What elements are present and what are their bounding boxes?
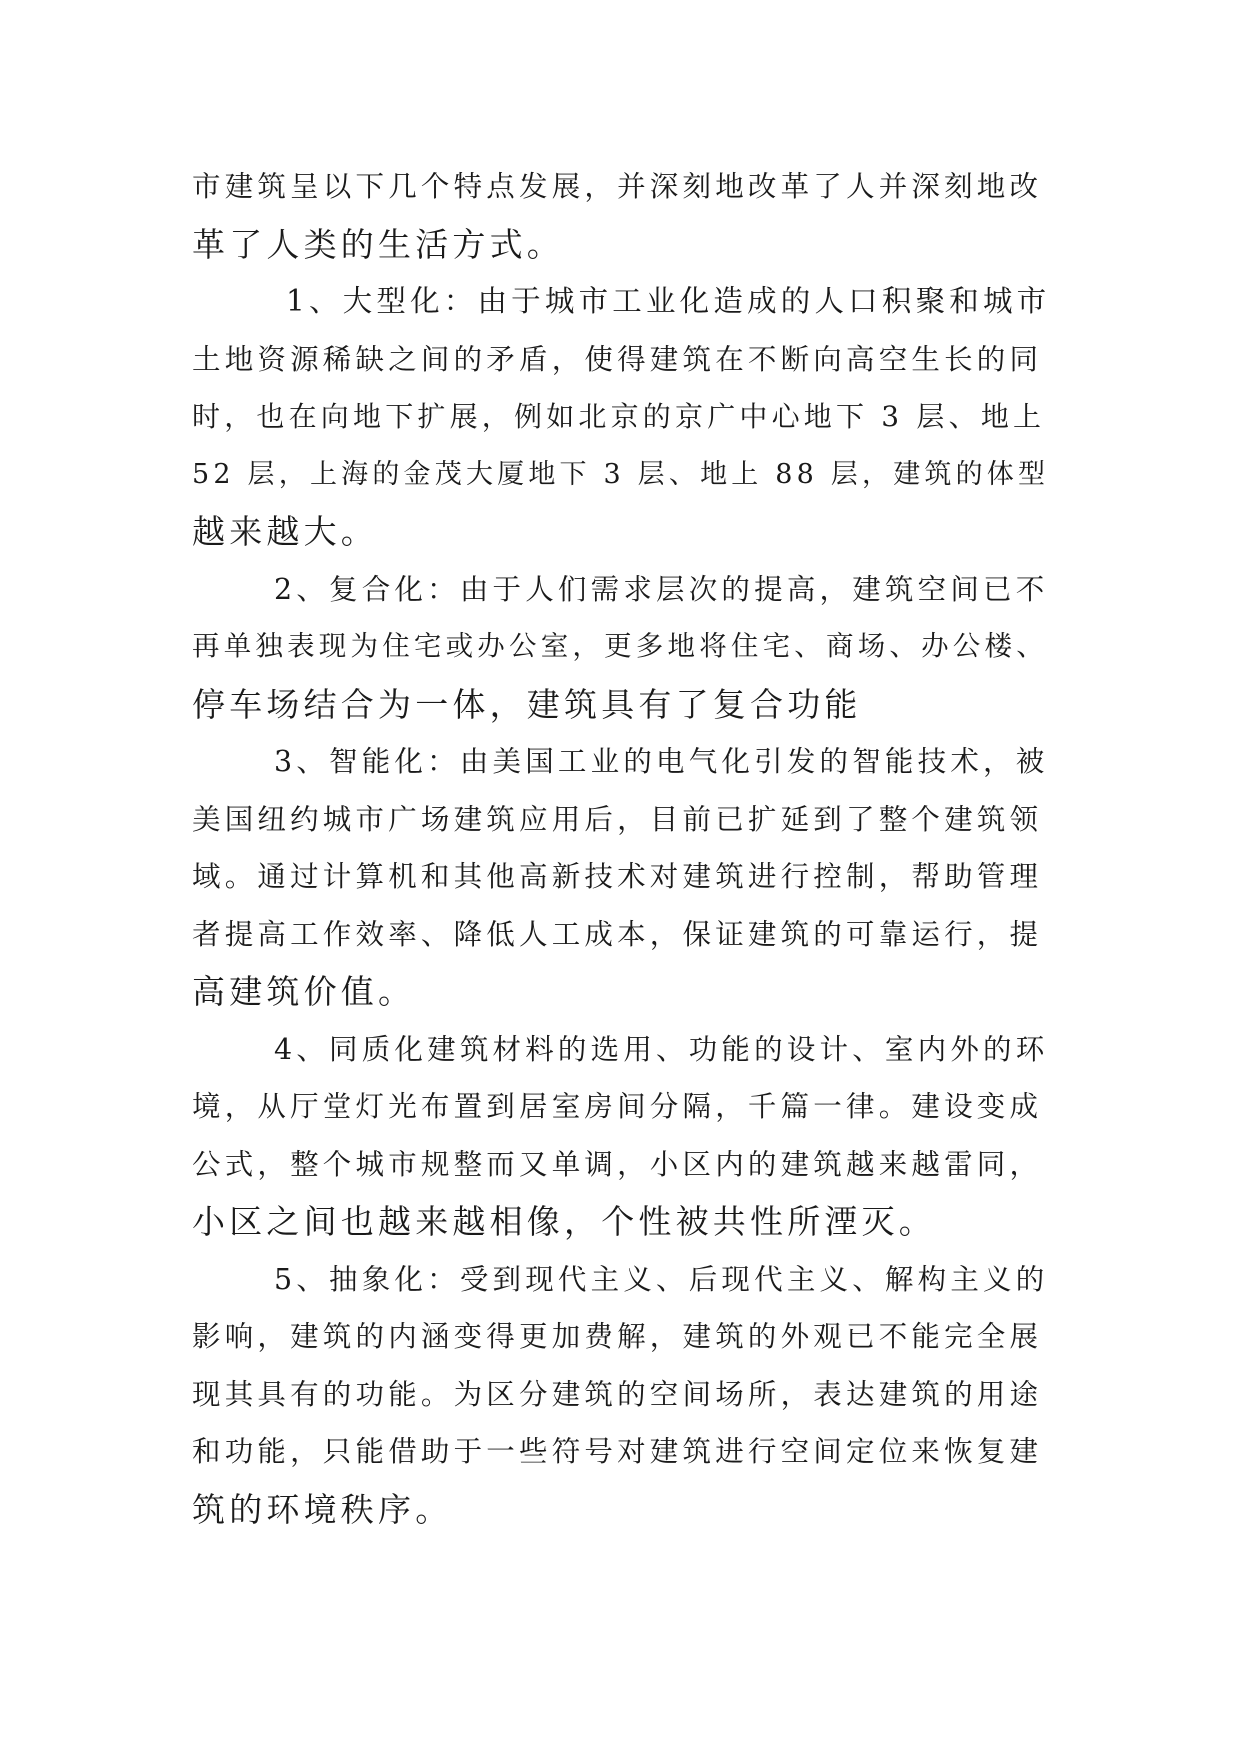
text-line: 影响，建筑的内涵变得更加费解，建筑的外观已不能完全展 xyxy=(192,1320,1043,1353)
text-line: 和功能，只能借助于一些符号对建筑进行空间定位来恢复建 xyxy=(192,1435,1043,1468)
paragraph-5-start: 5、抽象化：受到现代主义、后现代主义、解构主义的 xyxy=(274,1262,1049,1296)
text-line: 美国纽约城市广场建筑应用后，目前已扩延到了整个建筑领 xyxy=(192,802,1043,836)
text-line: 现其具有的功能。为区分建筑的空间场所，表达建筑的用途 xyxy=(192,1377,1043,1411)
text-line: 土地资源稀缺之间的矛盾，使得建筑在不断向高空生长的同 xyxy=(192,342,1043,376)
text-line: 公式，整个城市规整而又单调，小区内的建筑越来越雷同， xyxy=(192,1147,1043,1181)
text-line: 者提高工作效率、降低人工成本，保证建筑的可靠运行，提 xyxy=(192,917,1043,951)
text-line: 市建筑呈以下几个特点发展，并深刻地改革了人并深刻地改 xyxy=(192,170,1043,203)
text-line: 再单独表现为住宅或办公室，更多地将住宅、商场、办公楼、 xyxy=(192,630,1048,662)
paragraph-3-start: 3、智能化：由美国工业的电气化引发的智能技术，被 xyxy=(274,745,1049,778)
text-line: 停车场结合为一体，建筑具有了复合功能 xyxy=(192,684,862,724)
text-line: 域。通过计算机和其他高新技术对建筑进行控制，帮助管理 xyxy=(192,860,1043,893)
text-line: 革了人类的生活方式。 xyxy=(192,224,564,264)
text-line: 筑的环境秩序。 xyxy=(192,1489,453,1529)
document-body xyxy=(192,158,1052,1538)
text-line: 小区之间也越来越相像，个性被共性所湮灭。 xyxy=(192,1202,936,1241)
paragraph-4-start: 4、同质化建筑材料的选用、功能的设计、室内外的环 xyxy=(274,1032,1049,1066)
paragraph-2-start: 2、复合化：由于人们需求层次的提高，建筑空间已不 xyxy=(274,572,1049,606)
text-line: 境，从厅堂灯光布置到居室房间分隔，千篇一律。建设变成 xyxy=(192,1090,1043,1123)
paragraph-1-start: 1、大型化：由于城市工业化造成的人口积聚和城市 xyxy=(286,284,1051,318)
text-line: 高建筑价值。 xyxy=(192,972,416,1011)
text-line: 时，也在向地下扩展，例如北京的京广中心地下 3 层、地上 xyxy=(192,400,1046,433)
text-line: 越来越大。 xyxy=(192,512,378,551)
text-line: 52 层，上海的金茂大厦地下 3 层、地上 88 层，建筑的体型 xyxy=(192,458,1050,490)
